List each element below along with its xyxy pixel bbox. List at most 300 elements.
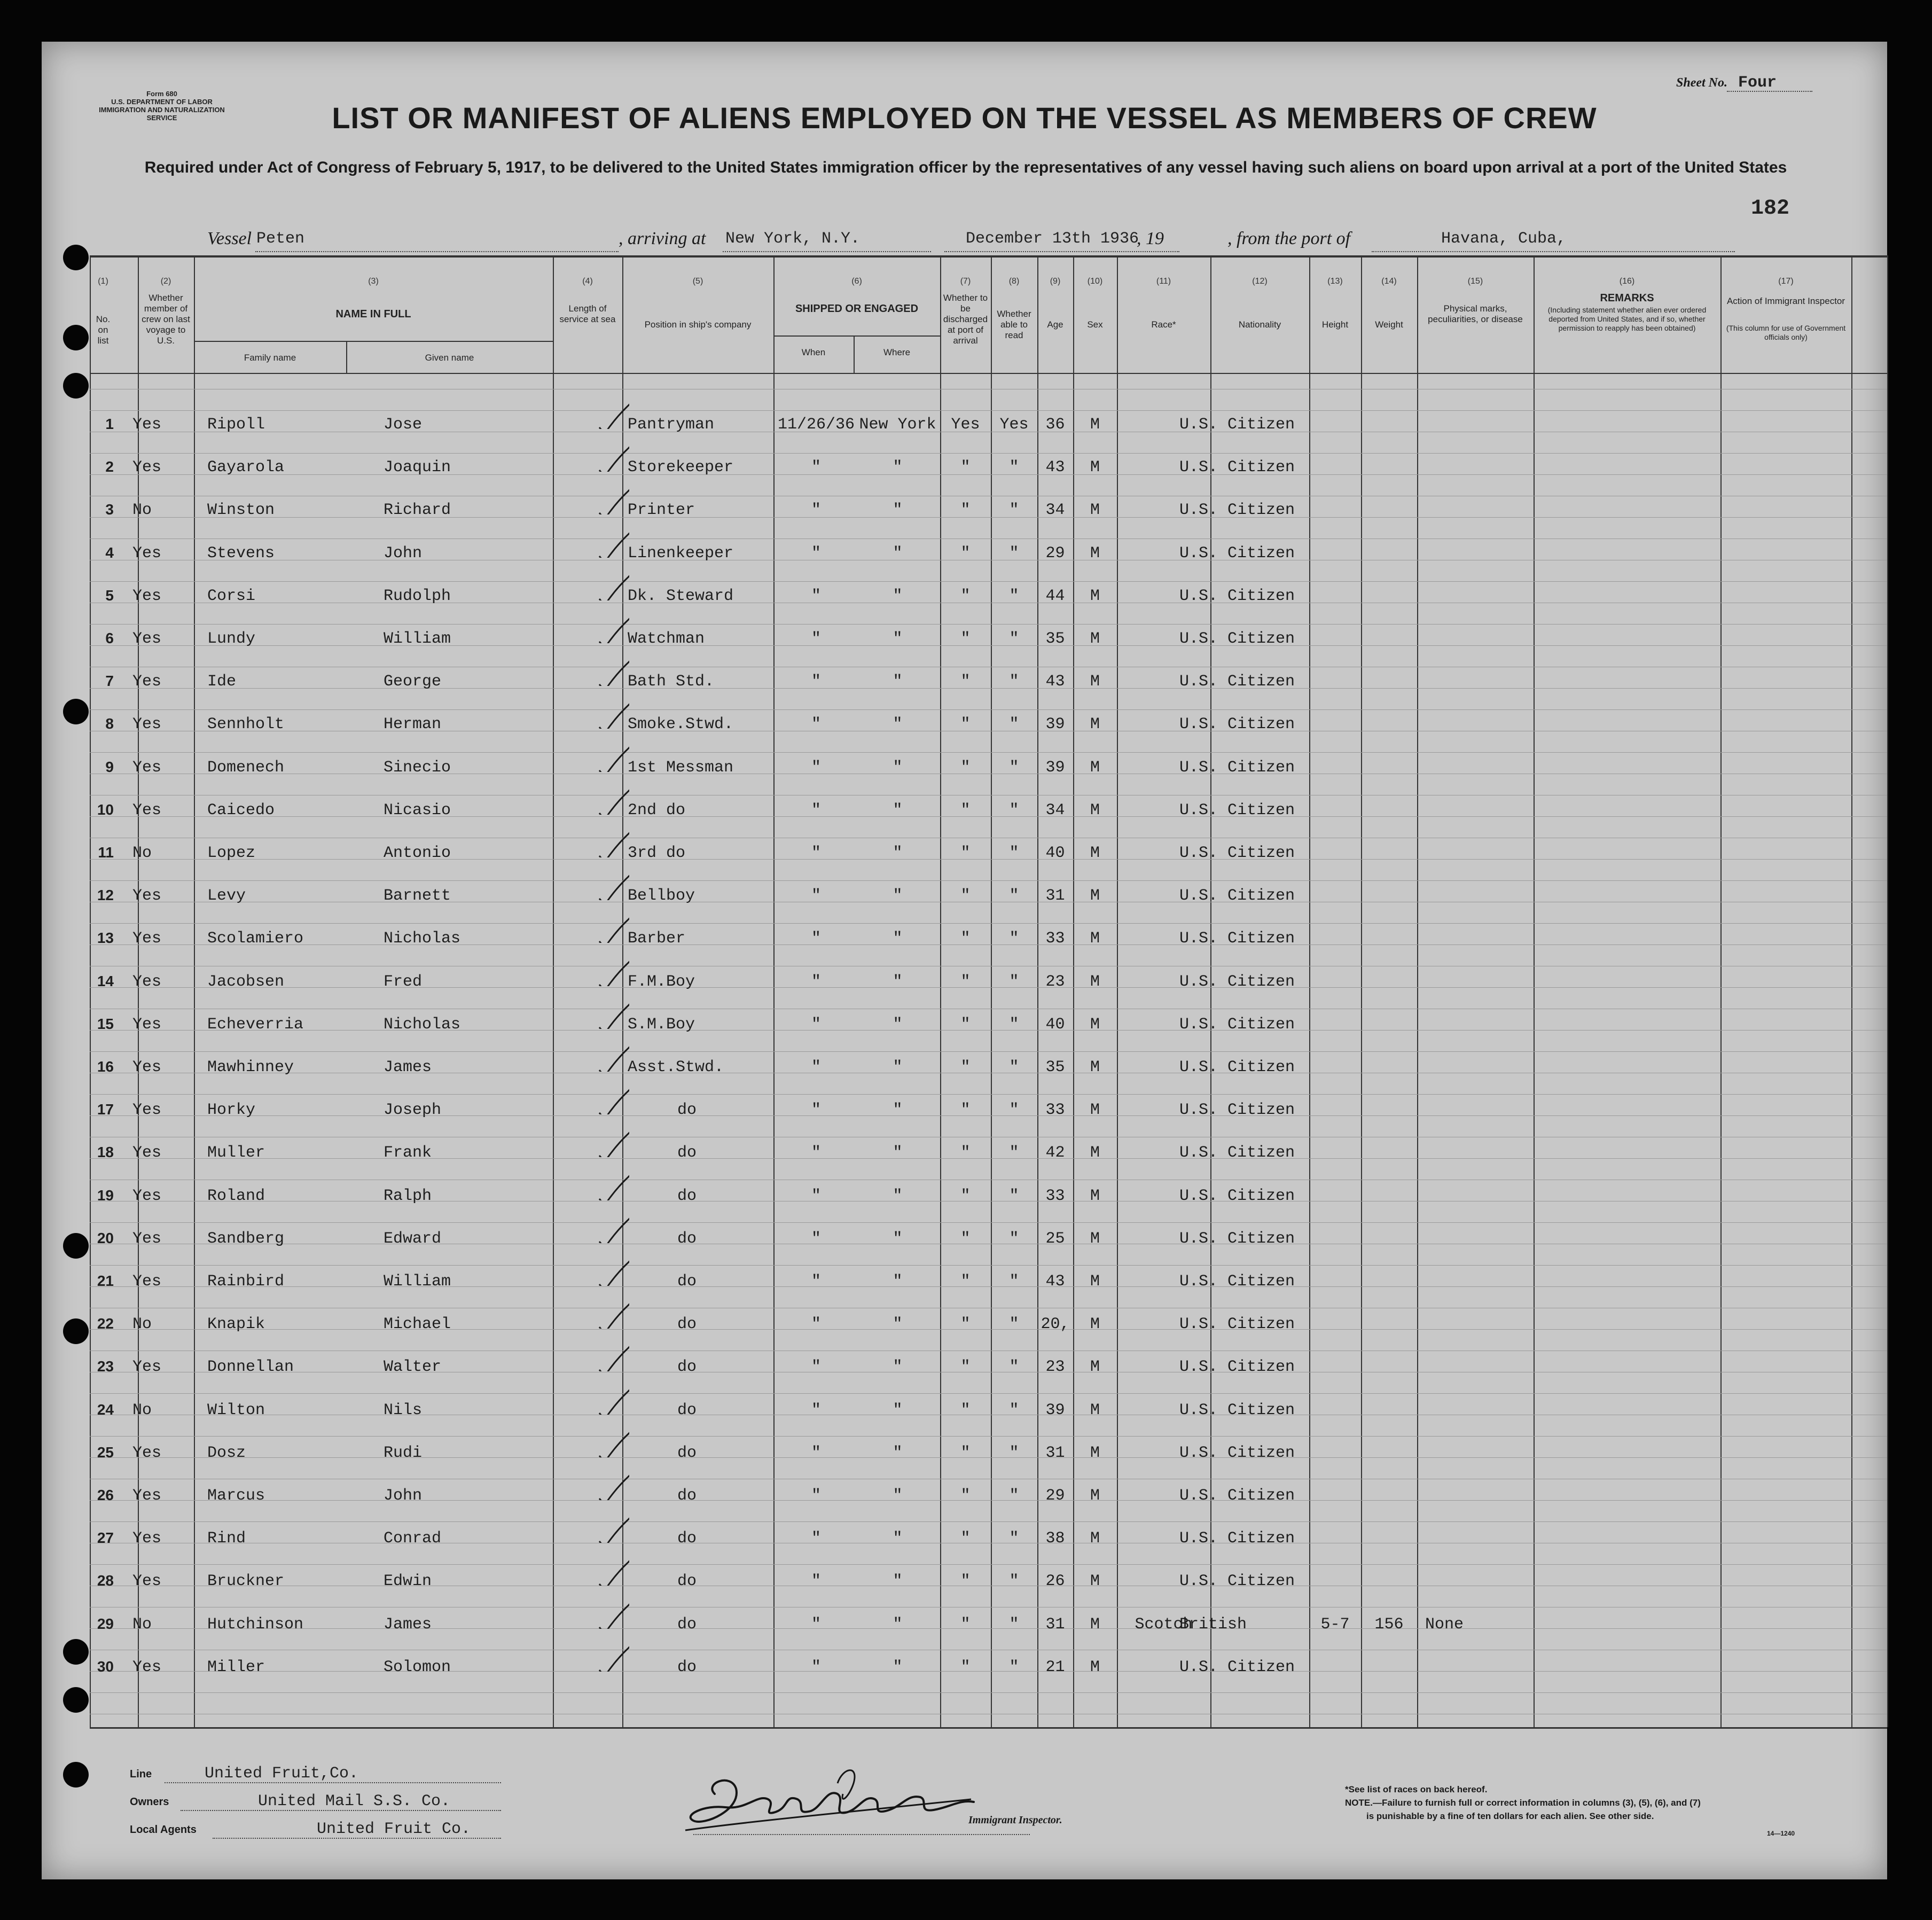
length-of-service-checkmark-icon	[597, 1342, 629, 1371]
cell-family: Levy	[207, 887, 246, 906]
cell-no: 16	[97, 1058, 114, 1075]
cell-prev: Yes	[132, 801, 162, 819]
cell-where: "	[893, 1187, 903, 1205]
header-name-in-full: NAME IN FULL	[335, 308, 411, 320]
vessel-line	[255, 251, 619, 252]
column-separator	[1851, 255, 1852, 1727]
cell-where: "	[893, 1315, 903, 1334]
cell-family: Horky	[207, 1101, 256, 1120]
cell-sex: M	[1090, 544, 1100, 563]
length-of-service-checkmark-icon	[597, 571, 629, 600]
cell-when: "	[811, 758, 821, 777]
cell-position: Linenkeeper	[628, 544, 734, 563]
cell-prev: Yes	[132, 1015, 162, 1034]
cell-sex: M	[1090, 630, 1100, 648]
cell-sex: M	[1090, 1058, 1100, 1076]
header-remarks-note: (Including statement whether alien ever ordered deported from United States, and if so, whether permission to reapply has been obtained)	[1547, 306, 1707, 332]
cell-family: Muller	[207, 1144, 265, 1162]
cell-sex: M	[1090, 887, 1100, 906]
cell-prev: Yes	[132, 673, 162, 691]
cell-prev: Yes	[132, 1529, 162, 1548]
cell-given: Michael	[384, 1315, 451, 1334]
length-of-service-checkmark-icon	[597, 400, 629, 429]
cell-read: "	[1009, 1229, 1019, 1248]
arrival-date: December 13th 1936	[966, 230, 1139, 248]
cell-prev: Yes	[132, 1101, 162, 1120]
cell-given: Richard	[384, 501, 451, 520]
cell-family: Mawhinney	[207, 1058, 294, 1076]
cell-family: Echeverria	[207, 1015, 304, 1034]
inspector-underline	[693, 1834, 1030, 1835]
cell-family: Wilton	[207, 1401, 265, 1419]
cell-discharged: "	[960, 587, 971, 605]
cell-where: "	[893, 673, 903, 691]
cell-family: Dosz	[207, 1443, 246, 1462]
cell-age: 42	[1045, 1144, 1065, 1162]
ruled-line	[90, 1222, 1887, 1223]
cell-prev: Yes	[132, 630, 162, 648]
length-of-service-checkmark-icon	[597, 442, 629, 472]
departure-port-line	[1372, 251, 1735, 252]
cell-no: 20	[97, 1229, 114, 1246]
cell-where: "	[893, 1058, 903, 1076]
cell-prev: Yes	[132, 458, 162, 477]
cell-prev: Yes	[132, 1443, 162, 1462]
cell-position: Dk. Steward	[628, 587, 734, 605]
cell-discharged: "	[960, 1443, 971, 1462]
cell-read: Yes	[999, 416, 1029, 434]
header-age: Age	[1047, 319, 1063, 330]
cell-given: Rudi	[384, 1443, 423, 1462]
length-of-service-checkmark-icon	[597, 957, 629, 986]
cell-prev: Yes	[132, 544, 162, 563]
cell-given: Nicholas	[384, 930, 461, 948]
cell-where: "	[893, 1615, 903, 1634]
punch-hole	[63, 373, 89, 399]
cell-when: "	[811, 1358, 821, 1377]
cell-family: Roland	[207, 1187, 265, 1205]
length-of-service-checkmark-icon	[597, 828, 629, 857]
cell-age: 26	[1045, 1572, 1065, 1591]
vessel-label: Vessel	[207, 229, 252, 248]
cell-prev: No	[132, 1615, 152, 1634]
cell-where: "	[893, 1101, 903, 1120]
cell-sex: M	[1090, 1101, 1100, 1120]
header-inspector-action: Action of Immigrant Inspector	[1726, 296, 1845, 306]
cell-discharged: "	[960, 1144, 971, 1162]
cell-no: 10	[97, 801, 114, 818]
cell-prev: Yes	[132, 587, 162, 605]
cell-no: 6	[105, 630, 114, 646]
cell-discharged: "	[960, 1315, 971, 1334]
arriving-label: , arriving at	[619, 229, 706, 248]
cell-given: William	[384, 630, 451, 648]
vessel-name: Peten	[256, 230, 305, 248]
cell-read: "	[1009, 1615, 1019, 1634]
cell-discharged: "	[960, 1401, 971, 1419]
cell-sex: M	[1090, 1529, 1100, 1548]
cell-family: Knapik	[207, 1315, 265, 1334]
cell-when: "	[811, 1058, 821, 1076]
ruled-line	[90, 1094, 1887, 1095]
ruled-line	[90, 709, 1887, 710]
length-of-service-checkmark-icon	[597, 743, 629, 772]
cell-sex: M	[1090, 1187, 1100, 1205]
ruled-line	[90, 752, 1887, 753]
cell-read: "	[1009, 1658, 1019, 1676]
header-shipped-where: Where	[883, 347, 911, 357]
document-subtitle: Required under Act of Congress of February 5, 1917, to be delivered to the United States immigration officer by the representatives of any vessel having such aliens on board upon arrival at a port of the United States	[144, 159, 1787, 176]
length-of-service-checkmark-icon	[597, 1214, 629, 1243]
cell-nationality: U.S. Citizen	[1179, 544, 1295, 563]
cell-sex: M	[1090, 501, 1100, 520]
cell-age: 44	[1045, 587, 1065, 605]
cell-family: Gayarola	[207, 458, 285, 477]
cell-age: 23	[1045, 1358, 1065, 1377]
cell-family: Sennholt	[207, 715, 285, 734]
col-num-1: (1)	[98, 277, 108, 286]
ruled-line	[90, 880, 1887, 881]
cell-marks: None	[1425, 1615, 1464, 1634]
cell-prev: Yes	[132, 1658, 162, 1676]
cell-where: "	[893, 1273, 903, 1291]
column-separator	[90, 255, 91, 1727]
cell-discharged: "	[960, 458, 971, 477]
cell-given: Walter	[384, 1358, 442, 1377]
cell-sex: M	[1090, 715, 1100, 734]
cell-sex: M	[1090, 1572, 1100, 1591]
cell-family: Lundy	[207, 630, 256, 648]
cell-sex: M	[1090, 972, 1100, 991]
year-label: , 19	[1137, 229, 1164, 248]
cell-discharged: "	[960, 1058, 971, 1076]
cell-sex: M	[1090, 1229, 1100, 1248]
cell-position: 3rd do	[628, 844, 686, 862]
length-of-service-checkmark-icon	[597, 1042, 629, 1072]
cell-discharged: "	[960, 758, 971, 777]
cell-nationality: U.S. Citizen	[1179, 1187, 1295, 1205]
cell-given: Joaquin	[384, 458, 451, 477]
cell-read: "	[1009, 1058, 1019, 1076]
cell-age: 43	[1045, 1273, 1065, 1291]
sheet-number	[1676, 74, 1777, 92]
cell-discharged: "	[960, 673, 971, 691]
cell-prev: Yes	[132, 416, 162, 434]
header-shipped-or-engaged: SHIPPED OR ENGAGED	[795, 303, 919, 315]
cell-no: 2	[105, 458, 114, 475]
cell-when: "	[811, 1443, 821, 1462]
cell-given: John	[384, 544, 423, 563]
cell-where: "	[893, 1401, 903, 1419]
agents-underline	[213, 1838, 501, 1839]
cell-family: Ide	[207, 673, 237, 691]
cell-nationality: U.S. Citizen	[1179, 1101, 1295, 1120]
cell-position: do	[677, 1658, 697, 1676]
cell-no: 5	[105, 587, 114, 604]
column-separator	[1117, 255, 1118, 1727]
ruled-line	[90, 1393, 1887, 1394]
cell-when: "	[811, 1101, 821, 1120]
cell-no: 19	[97, 1187, 114, 1204]
cell-family: Miller	[207, 1658, 265, 1676]
cell-no: 12	[97, 887, 114, 904]
cell-position: do	[677, 1101, 697, 1120]
cell-when: "	[811, 1187, 821, 1205]
cell-nationality: U.S. Citizen	[1179, 501, 1295, 520]
length-of-service-checkmark-icon	[597, 1556, 629, 1586]
cell-nationality: U.S. Citizen	[1179, 1144, 1295, 1162]
cell-when: "	[811, 458, 821, 477]
header-physical-marks: Physical marks, peculiarities, or disease	[1428, 303, 1523, 324]
cell-prev: Yes	[132, 758, 162, 777]
cell-position: F.M.Boy	[628, 972, 695, 991]
cell-where: "	[893, 587, 903, 605]
col-num-12: (12)	[1252, 277, 1268, 286]
cell-prev: Yes	[132, 887, 162, 906]
ruled-line	[90, 1436, 1887, 1437]
col-num-5: (5)	[692, 277, 703, 286]
inspector-label: Immigrant Inspector.	[968, 1814, 1062, 1826]
cell-given: Fred	[384, 972, 423, 991]
ruled-line	[90, 410, 1887, 411]
cell-age: 23	[1045, 972, 1065, 991]
cell-when: "	[811, 844, 821, 862]
ruled-line	[90, 923, 1887, 924]
cell-age: 43	[1045, 673, 1065, 691]
cell-sex: M	[1090, 587, 1100, 605]
cell-age: 40	[1045, 1015, 1065, 1034]
cell-sex: M	[1090, 458, 1100, 477]
cell-position: Bellboy	[628, 887, 695, 906]
cell-when: "	[811, 801, 821, 819]
cell-age: 35	[1045, 630, 1065, 648]
col-num-11: (11)	[1156, 277, 1171, 286]
cell-nationality: U.S. Citizen	[1179, 758, 1295, 777]
from-port-label: , from the port of	[1227, 229, 1351, 248]
cell-discharged: "	[960, 1229, 971, 1248]
cell-nationality: U.S. Citizen	[1179, 458, 1295, 477]
cell-read: "	[1009, 630, 1019, 648]
cell-where: "	[893, 844, 903, 862]
cell-discharged: "	[960, 1101, 971, 1120]
cell-age: 31	[1045, 1443, 1065, 1462]
cell-family: Rind	[207, 1529, 246, 1548]
cell-family: Scolamiero	[207, 930, 304, 948]
cell-given: Edwin	[384, 1572, 432, 1591]
cell-sex: M	[1090, 930, 1100, 948]
cell-sex: M	[1090, 1615, 1100, 1634]
cell-nationality: U.S. Citizen	[1179, 673, 1295, 691]
table-top-border	[90, 255, 1887, 257]
column-separator	[553, 255, 554, 1727]
cell-where: "	[893, 715, 903, 734]
cell-read: "	[1009, 1487, 1019, 1505]
punch-hole	[63, 325, 89, 350]
cell-family: Domenech	[207, 758, 285, 777]
service-name: IMMIGRATION AND NATURALIZATION SERVICE	[99, 106, 225, 122]
length-of-service-checkmark-icon	[597, 485, 629, 514]
cell-nationality: U.S. Citizen	[1179, 801, 1295, 819]
line-label: Line	[130, 1768, 152, 1780]
cell-no: 18	[97, 1144, 114, 1161]
header-height: Height	[1321, 319, 1349, 330]
cell-when: "	[811, 1401, 821, 1419]
cell-sex: M	[1090, 1015, 1100, 1034]
cell-read: "	[1009, 1529, 1019, 1548]
cell-prev: Yes	[132, 1572, 162, 1591]
cell-no: 14	[97, 972, 114, 989]
cell-position: Asst.Stwd.	[628, 1058, 724, 1076]
cell-family: Caicedo	[207, 801, 275, 819]
cell-sex: M	[1090, 801, 1100, 819]
cell-no: 29	[97, 1615, 114, 1632]
cell-when: "	[811, 1229, 821, 1248]
sheet-number-value: Four	[1738, 74, 1777, 92]
length-of-service-checkmark-icon	[597, 699, 629, 729]
header-remarks: REMARKS	[1600, 292, 1654, 304]
cell-position: S.M.Boy	[628, 1015, 695, 1034]
cell-discharged: "	[960, 501, 971, 520]
cell-prev: Yes	[132, 1187, 162, 1205]
ruled-line	[90, 538, 1887, 539]
cell-prev: Yes	[132, 1487, 162, 1505]
cell-sex: M	[1090, 844, 1100, 862]
cell-given: John	[384, 1487, 423, 1505]
length-of-service-checkmark-icon	[597, 528, 629, 558]
cell-nationality: U.S. Citizen	[1179, 715, 1295, 734]
cell-no: 9	[105, 758, 114, 775]
length-of-service-checkmark-icon	[597, 1085, 629, 1114]
cell-where: "	[893, 1229, 903, 1248]
column-separator	[1534, 255, 1535, 1727]
cell-prev: Yes	[132, 1144, 162, 1162]
cell-nationality: British	[1179, 1615, 1247, 1634]
cell-read: "	[1009, 972, 1019, 991]
cell-when: "	[811, 1658, 821, 1676]
cell-sex: M	[1090, 416, 1100, 434]
cell-position: 1st Messman	[628, 758, 734, 777]
length-of-service-checkmark-icon	[597, 1471, 629, 1500]
ruled-line	[90, 624, 1887, 625]
cell-position: do	[677, 1315, 697, 1334]
cell-position: do	[677, 1401, 697, 1419]
cell-no: 26	[97, 1487, 114, 1503]
cell-no: 21	[97, 1273, 114, 1289]
cell-where: "	[893, 1487, 903, 1505]
cell-discharged: "	[960, 1187, 971, 1205]
cell-family: Jacobsen	[207, 972, 285, 991]
header-no-on-list: No. on list	[96, 314, 111, 346]
cell-nationality: U.S. Citizen	[1179, 887, 1295, 906]
cell-position: do	[677, 1187, 697, 1205]
cell-position: 2nd do	[628, 801, 686, 819]
cell-when: "	[811, 715, 821, 734]
col-num-17: (17)	[1778, 277, 1794, 286]
cell-read: "	[1009, 1101, 1019, 1120]
cell-when: "	[811, 887, 821, 906]
cell-prev: Yes	[132, 1229, 162, 1248]
ruled-line	[90, 1692, 1887, 1693]
column-separator	[622, 255, 623, 1727]
cell-age: 33	[1045, 1187, 1065, 1205]
cell-where: "	[893, 801, 903, 819]
cell-nationality: U.S. Citizen	[1179, 844, 1295, 862]
cell-age: 34	[1045, 801, 1065, 819]
ruled-line	[90, 453, 1887, 454]
cell-read: "	[1009, 1144, 1019, 1162]
cell-nationality: U.S. Citizen	[1179, 1529, 1295, 1548]
cell-discharged: "	[960, 887, 971, 906]
cell-prev: No	[132, 1401, 152, 1419]
cell-discharged: "	[960, 1572, 971, 1591]
cell-where: "	[893, 887, 903, 906]
cell-read: "	[1009, 844, 1019, 862]
cell-given: Solomon	[384, 1658, 451, 1676]
cell-given: Antonio	[384, 844, 451, 862]
cell-prev: Yes	[132, 972, 162, 991]
cell-when: "	[811, 1315, 821, 1334]
cell-no: 1	[105, 416, 114, 432]
cell-position: Smoke.Stwd.	[628, 715, 734, 734]
cell-given: James	[384, 1615, 432, 1634]
cell-when: "	[811, 972, 821, 991]
cell-sex: M	[1090, 1315, 1100, 1334]
col-num-4: (4)	[582, 277, 593, 286]
cell-age: 39	[1045, 1401, 1065, 1419]
fine-note-line1: NOTE.—Failure to furnish full or correct information in columns (3), (5), (6), and (7)	[1345, 1798, 1701, 1808]
cell-discharged: "	[960, 972, 971, 991]
races-note: *See list of races on back hereof.	[1345, 1784, 1488, 1794]
cell-discharged: "	[960, 544, 971, 563]
cell-family: Stevens	[207, 544, 275, 563]
cell-position: do	[677, 1229, 697, 1248]
cell-age: 36	[1045, 416, 1065, 434]
cell-when: "	[811, 1572, 821, 1591]
cell-where: "	[893, 972, 903, 991]
cell-age: 21	[1045, 1658, 1065, 1676]
ruled-line	[90, 1265, 1887, 1266]
cell-position: Bath Std.	[628, 673, 715, 691]
header-position: Position in ship's company	[644, 319, 752, 330]
cell-prev: No	[132, 501, 152, 520]
cell-where: "	[893, 1443, 903, 1462]
cell-position: do	[677, 1358, 697, 1377]
cell-given: Rudolph	[384, 587, 451, 605]
cell-family: Sandberg	[207, 1229, 285, 1248]
column-separator	[194, 255, 195, 1727]
col-num-2: (2)	[160, 277, 171, 286]
cell-nationality: U.S. Citizen	[1179, 1273, 1295, 1291]
cell-age: 33	[1045, 1101, 1065, 1120]
cell-position: Watchman	[628, 630, 705, 648]
cell-given: Jose	[384, 416, 423, 434]
cell-age: 34	[1045, 501, 1065, 520]
cell-height: 5-7	[1320, 1615, 1350, 1634]
cell-given: Sinecio	[384, 758, 451, 777]
col-num-9: (9)	[1050, 277, 1061, 286]
column-separator	[1720, 255, 1722, 1727]
shipped-subheader-line	[773, 335, 940, 337]
cell-where: "	[893, 1144, 903, 1162]
agents-label: Local Agents	[130, 1824, 197, 1836]
cell-read: "	[1009, 1187, 1019, 1205]
cell-read: "	[1009, 1315, 1019, 1334]
cell-read: "	[1009, 1358, 1019, 1377]
cell-read: "	[1009, 887, 1019, 906]
cell-given: Frank	[384, 1144, 432, 1162]
cell-age: 39	[1045, 715, 1065, 734]
cell-when: "	[811, 630, 821, 648]
